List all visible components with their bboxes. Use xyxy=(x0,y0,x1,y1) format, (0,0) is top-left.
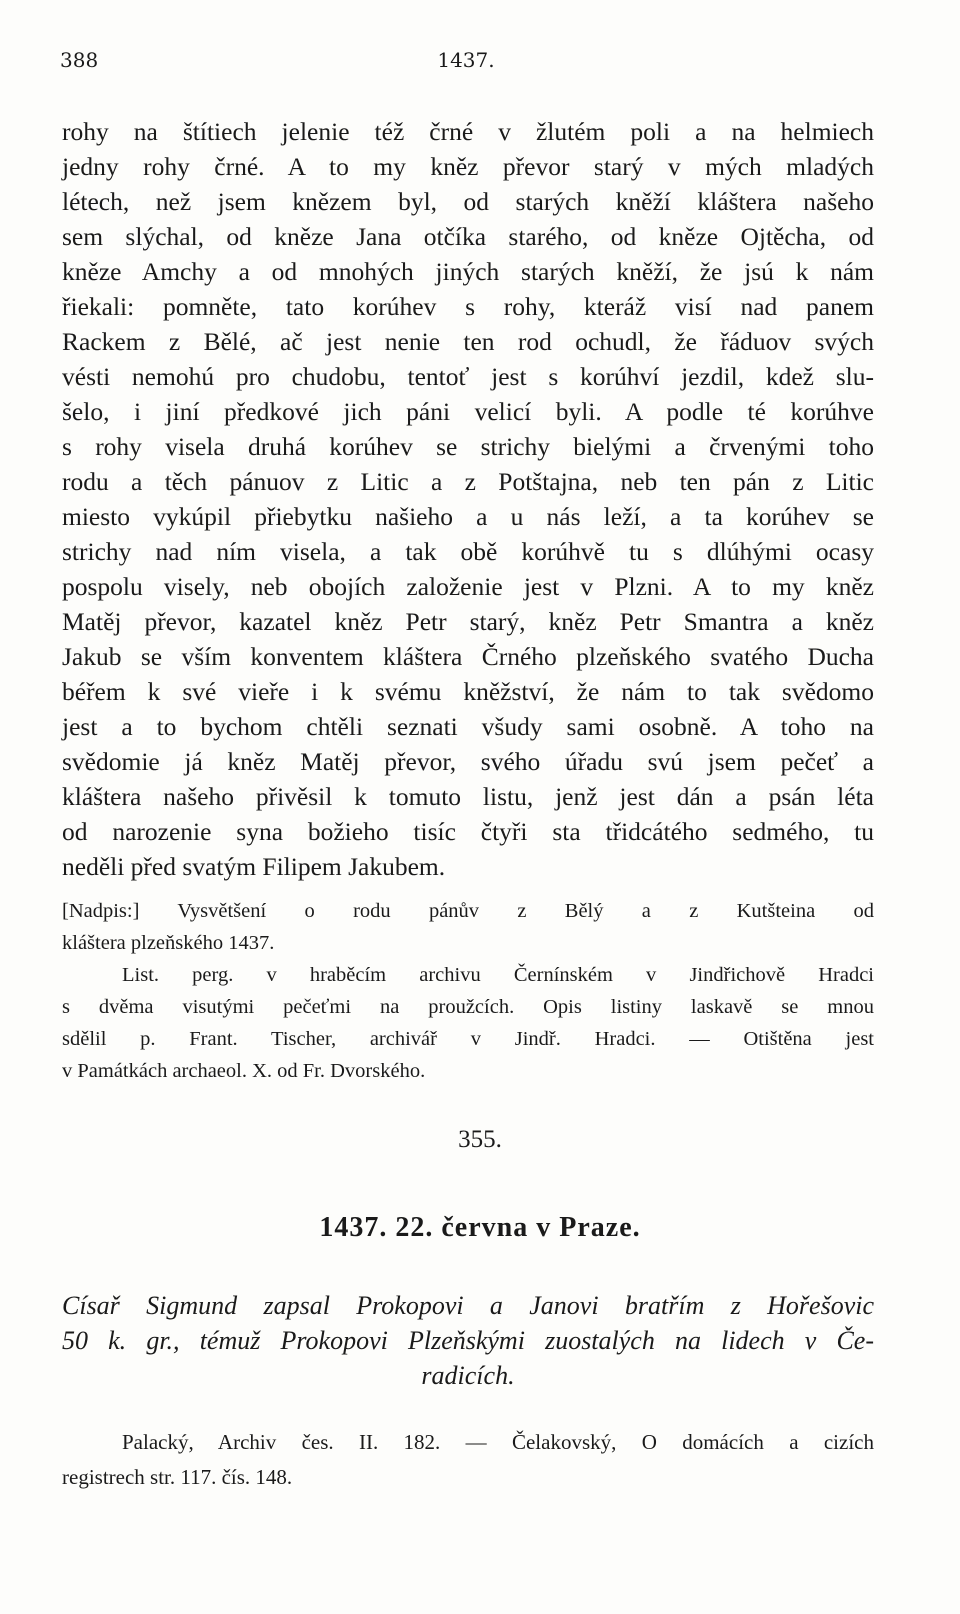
text-line: Jakub se vším konventem kláštera Črného plzeňského svatého Ducha xyxy=(62,642,874,671)
text-line: Rackem z Bělé, ač jest nenie ten rod ochudl, že řáduov svých xyxy=(62,327,874,356)
text-line: sem slýchal, od kněze Jana otčíka starého, od kněze Ojtěcha, od xyxy=(62,222,874,251)
text-line: od narozenie syna božieho tisíc čtyři sta třidcátého sedmého, tu xyxy=(62,817,874,846)
document-date-heading: 1437. 22. června v Praze. xyxy=(319,1212,641,1243)
text-line: vésti nemohú pro chudobu, tentoť jest s korúhví jezdil, kdež slu- xyxy=(62,362,874,391)
source-line: Palacký, Archiv čes. II. 182. — Čelakovský, O domácích a cizích xyxy=(122,1430,874,1454)
text-line: jest a to bychom chtěli seznati všudy sami osobně. A toho na xyxy=(62,712,874,741)
regest-line: 50 k. gr., témuž Prokopovi Plzeňskými zuostalých na lidech v Če- xyxy=(62,1326,874,1355)
text-line: řiekali: pomněte, tato korúhev s rohy, kteráž visí nad panem xyxy=(62,292,874,321)
text-line: rohy na štítiech jelenie též črné v žlutém poli a na helmiech xyxy=(62,117,874,146)
text-line: Matěj převor, kazatel kněz Petr starý, kněz Petr Smantra a kněz xyxy=(62,607,874,636)
text-line: neděli před svatým Filipem Jakubem. xyxy=(62,852,446,881)
regest-line: Císař Sigmund zapsal Prokopovi a Janovi bratřím z Hořešovic xyxy=(62,1291,874,1320)
text-line: rodu a těch pánuov z Litic a z Potštajna, neb ten pán z Litic xyxy=(62,467,874,496)
source-line: registrech str. 117. čís. 148. xyxy=(62,1465,293,1489)
text-line: miesto vykúpil přiebytku našieho a u nás leží, a ta korúhev se xyxy=(62,502,874,531)
running-head: 1437. xyxy=(437,48,495,72)
note-heading-line: kláštera plzeňského 1437. xyxy=(62,932,275,954)
note-source-line: s dvěma visutými pečeťmi na proužcích. Opis listiny laskavě se mnou xyxy=(62,996,874,1018)
regest-line: radicích. xyxy=(421,1361,515,1390)
note-source-line: List. perg. v hraběcím archivu Černínském v Jindřichově Hradci xyxy=(122,964,874,986)
document-source xyxy=(62,1425,874,1495)
text-line: kláštera našeho přivěsil k tomuto listu, jenž jest dán a psán léta xyxy=(62,782,874,811)
text-line: s rohy visela druhá korúhev se strichy bielými a črvenými toho xyxy=(62,432,874,461)
charter-text xyxy=(62,114,874,884)
text-line: jedny rohy črné. A to my kněz převor starý v mých mladých xyxy=(62,152,874,181)
editorial-notes xyxy=(62,895,874,1087)
text-line: strichy nad ním visela, a tak obě korúhvě tu s dlúhými ocasy xyxy=(62,537,874,566)
page-header xyxy=(60,48,872,78)
page-number: 388 xyxy=(60,48,99,72)
document-number: 355. xyxy=(458,1126,502,1153)
text-line: svědomie já kněz Matěj převor, svého úřadu svú jsem pečeť a xyxy=(62,747,874,776)
text-line: šelo, i jiní předkové jich páni velicí byli. A podle té korúhve xyxy=(62,397,874,426)
document-regest xyxy=(62,1288,874,1393)
text-line: létech, než jsem knězem byl, od starých kněží kláštera našeho xyxy=(62,187,874,216)
note-source-line: sdělil p. Frant. Tischer, archivář v Jindř. Hradci. — Otištěna jest xyxy=(62,1028,874,1050)
note-heading-line: [Nadpis:] Vysvětšení o rodu pánův z Bělý a z Kutšteina od xyxy=(62,900,874,922)
text-line: pospolu visely, neb obojích založenie jest v Plzni. A to my kněz xyxy=(62,572,874,601)
text-line: béřem k své vieře i k svému kněžství, že nám to tak svědomo xyxy=(62,677,874,706)
note-source-line: v Památkách archaeol. X. od Fr. Dvorského. xyxy=(62,1060,426,1082)
text-line: kněze Amchy a od mnohých jiných starých kněží, že jsú k nám xyxy=(62,257,874,286)
